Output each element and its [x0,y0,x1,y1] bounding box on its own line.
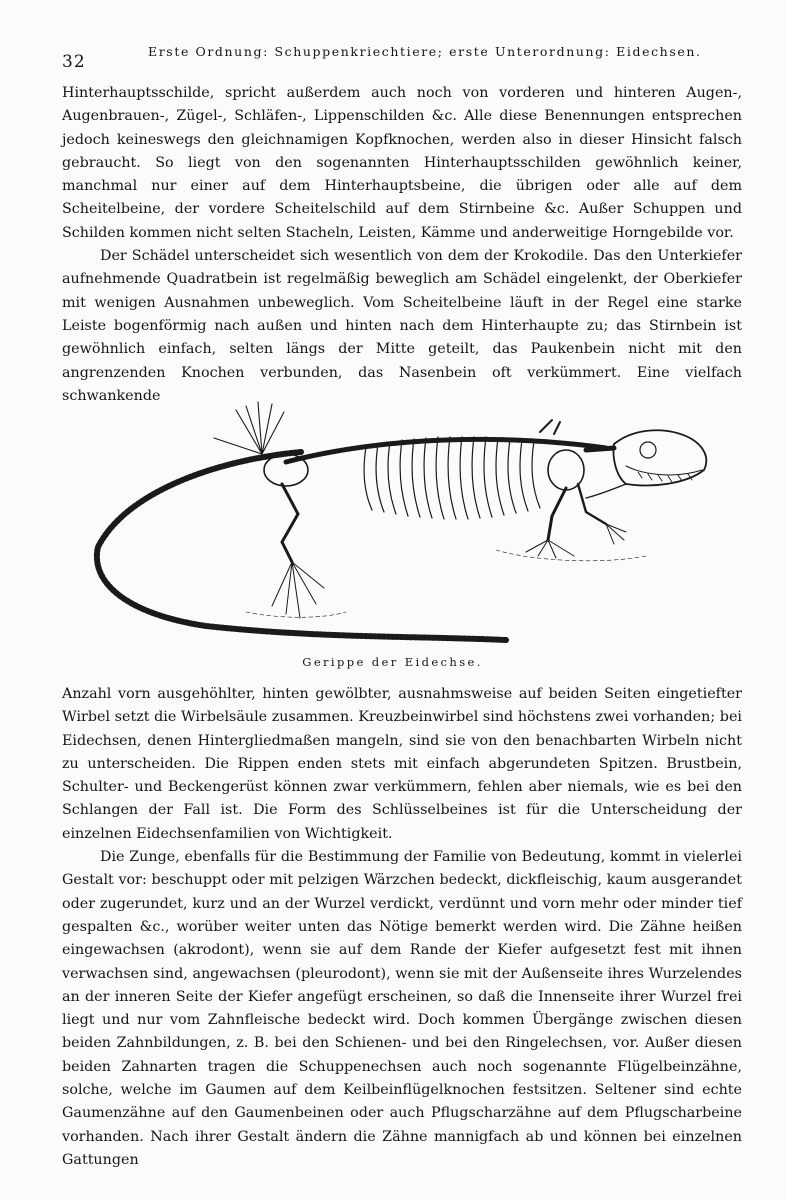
paragraph-tongue-teeth: Die Zunge, ebenfalls für die Bestimmung der Familie von Bedeutung, kommt in vielerlei Gestalt vor: beschuppt oder mit pelzigen Wärzchen bedeckt, dickfleischig, kaum ausgerandet oder zugerundet, kurz und an der Wurzel verdickt, verdünnt und vorn mehr oder minder tief gespalten &c., worüber weiter unten das Nötige bemerkt werden wird. Die Zähne heißen eingewachsen (akrodont), wenn sie auf dem Rande der Kiefer aufgesetzt fest mit ihnen verwachsen sind, angewachsen (pleurodont), wenn sie mit der Außenseite ihres Wurzelendes an der inneren Seite der Kiefer angefügt erscheinen, so daß die Innenseite ihrer Wurzel frei liegt und nur vom Zahnfleische bedeckt wird. Doch kommen Übergänge zwischen diesen beiden Zahnbildungen, z. B. bei den Schienen- und bei den Ringelechsen, vor. Außer diesen beiden Zahnarten tragen die Schuppenechsen auch noch sogenannte Flügelbeinzähne, solche, welche im Gaumen auf dem Keilbeinflügelknochen festsitzen. Seltener sind echte Gaumenzähne auf den Gaumenbeinen oder auch Pflugscharzähne auf dem Pflugscharbeine vorhanden. Nach ihrer Gestalt ändern die Zähne mannigfach ab und können bei einzelnen Gattungen [62,849,742,1168]
bottom-text-block [62,683,742,1172]
paragraph-vertebrae: Anzahl vorn ausgehöhlter, hinten gewölbter, ausnahmsweise auf beiden Seiten eingetiefter Wirbel setzt die Wirbelsäule zusammen. Kreuzbeinwirbel sind höchstens zwei vorhanden; bei Eidechsen, denen Hintergliedmaßen mangeln, sind sie von den benachbarten Wirbeln nicht zu unterscheiden. Die Rippen enden stets mit einfach abgerundeten Spitzen. Brustbein, Schulter- und Beckengerüst können zwar verkümmern, fehlen aber niemals, wie es bei den Schlangen der Fall ist. Die Form des Schlüsselbeines ist für die Unterscheidung der einzelnen Eidechsenfamilien von Wichtigkeit. [62,686,742,842]
paragraph-skull: Der Schädel unterscheidet sich wesentlich von dem der Krokodile. Das den Unterkiefer aufnehmende Quadratbein ist regelmäßig beweglich am Schädel eingelenkt, der Oberkiefer mit wenigen Ausnahmen unbeweglich. Vom Scheitelbeine läuft in der Regel eine starke Leiste bogenförmig nach außen und hinten nach dem Hinterhaupte zu; das Stirnbein ist gewöhnlich einfach, selten längs der Mitte geteilt, das Paukenbein nicht mit den angrenzenden Knochen verbunden, das Nasenbein oft verkümmert. Eine vielfach schwankende [62,248,742,404]
figure-caption: Gerippe der Eidechse. [302,655,483,669]
running-title: Erste Ordnung: Schuppenkriechtiere; erste Unterordnung: Eidechsen. [148,44,702,59]
top-text-block [62,82,742,408]
paragraph-scales-continuation: Hinterhauptsschilde, spricht außerdem auch noch von vorderen und hinteren Augen-, Augenbrauen-, Zügel-, Schläfen-, Lippenschilden &c. Alle diese Benennungen entsprechen jedoch keineswegs den gleichnamigen Kopfknochen, werden also in dieser Hinsicht falsch gebraucht. So liegt von den sogenannten Hinterhauptsschilden gewöhnlich keiner, manchmal nur einer auf dem Hinterhauptsbeine, die übrigen oder alle auf dem Scheitelbeine, der vordere Scheitelschild auf dem Stirnbeine &c. Außer Schuppen und Schilden kommen nicht selten Stacheln, Leisten, Kämme und anderweitige Horngebilde vor. [62,85,742,241]
lizard-skeleton-illustration [86,392,716,654]
page-number: 32 [62,52,86,72]
lizard-skeleton-figure [86,392,716,654]
